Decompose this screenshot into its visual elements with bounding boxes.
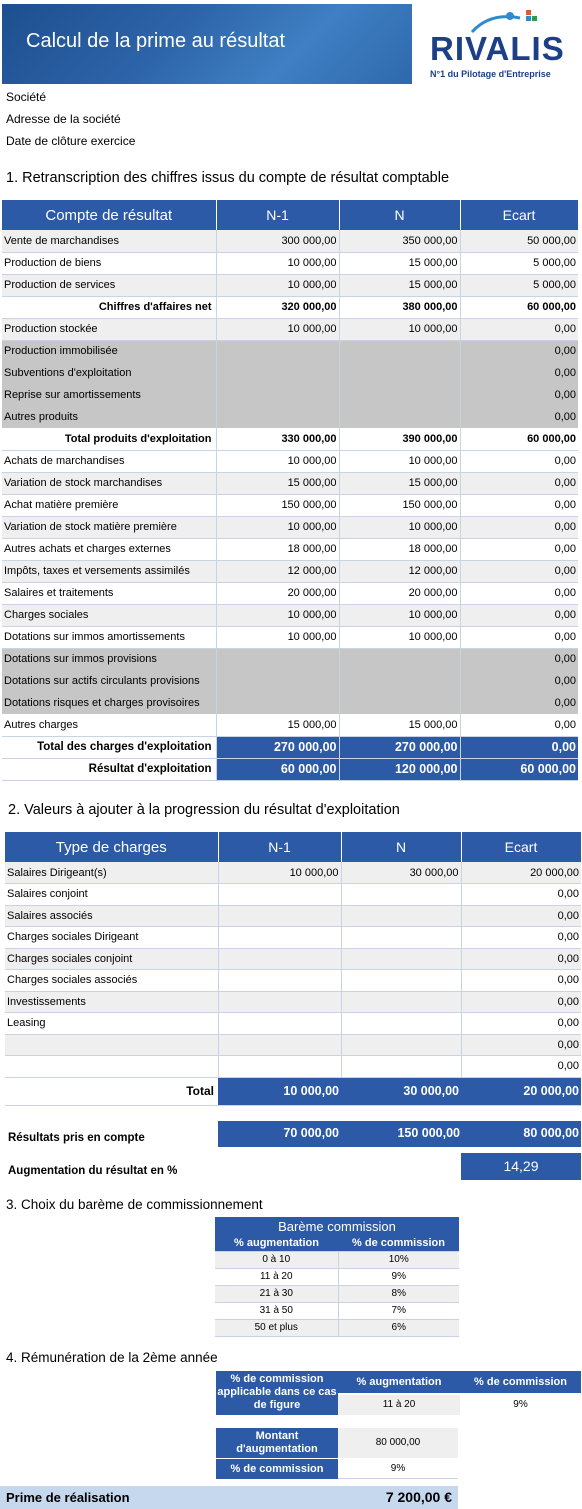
- row-label: [5, 1056, 218, 1078]
- table-row: [2, 318, 578, 340]
- row-n1: [216, 692, 339, 714]
- table-row: [2, 648, 578, 670]
- row-label: Variation de stock marchandises: [2, 472, 216, 494]
- table-row: [5, 927, 581, 949]
- table-row: [2, 758, 578, 780]
- row-label: Production stockée: [2, 318, 216, 340]
- row-label: Production immobilisée: [2, 340, 216, 362]
- section4-title: 4. Rémunération de la 2ème année: [6, 1350, 218, 1365]
- row-label: Vente de marchandises: [2, 230, 216, 252]
- row-label: Charges sociales conjoint: [5, 948, 218, 970]
- row-label: Total des charges d'exploitation: [2, 736, 216, 758]
- row-n: [341, 884, 461, 906]
- row-ecart: 0,00: [460, 340, 578, 362]
- row-ecart: 0,00: [461, 991, 581, 1013]
- row-ecart: 0,00: [460, 560, 578, 582]
- applicable-label: % de commission applicable dans ce cas de figure: [216, 1371, 338, 1415]
- row-n: 30 000,00: [341, 862, 461, 884]
- row-n1: [218, 970, 341, 992]
- row-ecart: 0,00: [460, 736, 578, 758]
- row-ecart: 0,00: [461, 884, 581, 906]
- row-ecart: 60 000,00: [460, 296, 578, 318]
- row-n: 350 000,00: [339, 230, 460, 252]
- row-label: Dotations sur immos amortissements: [2, 626, 216, 648]
- commission-scale-table: [215, 1217, 459, 1337]
- row-label: Autres produits: [2, 406, 216, 428]
- row-n: 18 000,00: [339, 538, 460, 560]
- col-header-type: Type de charges: [5, 832, 218, 862]
- table-row: [5, 884, 581, 906]
- row-ecart: 0,00: [460, 472, 578, 494]
- scale-pct: 10%: [338, 1251, 459, 1268]
- applicable-com-header: % de commission: [460, 1371, 581, 1393]
- section2-title: 2. Valeurs à ajouter à la progression du résultat d'exploitation: [8, 802, 400, 818]
- scale-pct: 8%: [338, 1285, 459, 1302]
- row-ecart: 0,00: [460, 494, 578, 516]
- row-n: 10 000,00: [339, 516, 460, 538]
- row-n1: [218, 884, 341, 906]
- row-ecart: 0,00: [460, 582, 578, 604]
- row-n: 10 000,00: [339, 604, 460, 626]
- row-n1: 10 000,00: [216, 516, 339, 538]
- row-ecart: 60 000,00: [460, 758, 578, 780]
- resultats-n: 150 000,00: [397, 1126, 460, 1140]
- table-row: [5, 1034, 581, 1056]
- row-n: [341, 991, 461, 1013]
- pct-value: 9%: [338, 1459, 458, 1479]
- row-n1: [216, 362, 339, 384]
- table-row: [2, 340, 578, 362]
- applicable-aug-value: 11 à 20: [338, 1395, 460, 1415]
- row-ecart: 5 000,00: [460, 252, 578, 274]
- row-n1: [218, 948, 341, 970]
- table-row: [2, 560, 578, 582]
- scale-range: 0 à 10: [215, 1251, 338, 1268]
- row-n1: [216, 340, 339, 362]
- row-label: Dotations sur actifs circulants provisions: [2, 670, 216, 692]
- row-label: Dotations sur immos provisions: [2, 648, 216, 670]
- row-n: 15 000,00: [339, 252, 460, 274]
- row-label: Leasing: [5, 1013, 218, 1035]
- row-label: Dotations risques et charges provisoires: [2, 692, 216, 714]
- table-row: [2, 604, 578, 626]
- row-n1: [216, 670, 339, 692]
- row-ecart: 0,00: [460, 670, 578, 692]
- scale-range: 50 et plus: [215, 1319, 338, 1336]
- row-n: 10 000,00: [339, 318, 460, 340]
- table-row: [2, 230, 578, 252]
- table-row: [2, 538, 578, 560]
- row-n1: 18 000,00: [216, 538, 339, 560]
- row-n1: [218, 1056, 341, 1078]
- row-n: [339, 648, 460, 670]
- resultats-n1: 70 000,00: [283, 1126, 339, 1140]
- section1-title: 1. Retranscription des chiffres issus du compte de résultat comptable: [6, 170, 450, 186]
- row-n: 390 000,00: [339, 428, 460, 450]
- row-n: [341, 970, 461, 992]
- table-row: [2, 274, 578, 296]
- row-ecart: 0,00: [461, 1034, 581, 1056]
- table-row: [215, 1302, 459, 1319]
- row-ecart: 0,00: [460, 406, 578, 428]
- scale-pct: 6%: [338, 1319, 459, 1336]
- logo-text: RIVALIS: [430, 30, 565, 67]
- row-n: [341, 927, 461, 949]
- row-n1: 15 000,00: [216, 714, 339, 736]
- row-n: [339, 340, 460, 362]
- scale-col-commission: % de commission: [338, 1235, 459, 1251]
- row-ecart: 0,00: [461, 948, 581, 970]
- row-n: 380 000,00: [339, 296, 460, 318]
- scale-range: 21 à 30: [215, 1285, 338, 1302]
- total-n1: 10 000,00: [218, 1077, 341, 1105]
- row-n: [339, 362, 460, 384]
- row-n1: 10 000,00: [216, 604, 339, 626]
- augmentation-label: Augmentation du résultat en %: [8, 1165, 178, 1177]
- row-label: Impôts, taxes et versements assimilés: [2, 560, 216, 582]
- row-ecart: 0,00: [461, 970, 581, 992]
- table-row: [2, 296, 578, 318]
- row-n: 15 000,00: [339, 472, 460, 494]
- row-ecart: 0,00: [460, 362, 578, 384]
- row-ecart: 0,00: [460, 692, 578, 714]
- scale-title: Barème commission: [215, 1217, 459, 1235]
- row-n1: 60 000,00: [216, 758, 339, 780]
- scale-pct: 7%: [338, 1302, 459, 1319]
- row-n: 15 000,00: [339, 714, 460, 736]
- row-n: [339, 670, 460, 692]
- row-label: Chiffres d'affaires net: [2, 296, 216, 318]
- row-n: 20 000,00: [339, 582, 460, 604]
- row-n1: 10 000,00: [216, 626, 339, 648]
- page-title: Calcul de la prime au résultat: [26, 30, 286, 52]
- table-row: [5, 905, 581, 927]
- row-label: Production de services: [2, 274, 216, 296]
- row-n1: [218, 927, 341, 949]
- applicable-com-value: 9%: [513, 1399, 528, 1410]
- row-label: Achat matière première: [2, 494, 216, 516]
- row-n: [339, 406, 460, 428]
- company-name: Société: [6, 90, 47, 104]
- row-ecart: 0,00: [460, 516, 578, 538]
- table-row: [5, 862, 581, 884]
- table-row: [2, 670, 578, 692]
- table-row: [2, 516, 578, 538]
- table-row: [2, 384, 578, 406]
- total-n: 30 000,00: [341, 1077, 461, 1105]
- row-n: 150 000,00: [339, 494, 460, 516]
- row-n1: 10 000,00: [216, 274, 339, 296]
- row-n: 10 000,00: [339, 626, 460, 648]
- row-label: Subventions d'exploitation: [2, 362, 216, 384]
- montant-value: 80 000,00: [338, 1428, 458, 1458]
- row-label: Autres charges: [2, 714, 216, 736]
- table-row: [2, 252, 578, 274]
- row-label: Total produits d'exploitation: [2, 428, 216, 450]
- row-n1: 12 000,00: [216, 560, 339, 582]
- row-n: 270 000,00: [339, 736, 460, 758]
- row-n: [339, 384, 460, 406]
- row-label: Investissements: [5, 991, 218, 1013]
- scale-range: 31 à 50: [215, 1302, 338, 1319]
- row-ecart: 0,00: [460, 626, 578, 648]
- row-n1: 270 000,00: [216, 736, 339, 758]
- row-ecart: 5 000,00: [460, 274, 578, 296]
- row-n1: [216, 384, 339, 406]
- row-n1: 10 000,00: [216, 318, 339, 340]
- row-n: 120 000,00: [339, 758, 460, 780]
- resultats-label: Résultats pris en compte: [8, 1132, 145, 1144]
- table-row: [215, 1319, 459, 1336]
- table-row: [5, 1056, 581, 1078]
- prime-label: Prime de réalisation: [6, 1490, 130, 1505]
- table-row: [2, 582, 578, 604]
- table-row: [215, 1285, 459, 1302]
- table-row: [2, 406, 578, 428]
- row-n1: [216, 648, 339, 670]
- row-label: Reprise sur amortissements: [2, 384, 216, 406]
- row-ecart: 0,00: [460, 714, 578, 736]
- row-ecart: 50 000,00: [460, 230, 578, 252]
- scale-col-augmentation: % augmentation: [215, 1235, 338, 1251]
- row-ecart: 0,00: [460, 648, 578, 670]
- table-row: [5, 1013, 581, 1035]
- row-n: [341, 1013, 461, 1035]
- row-n1: 10 000,00: [216, 450, 339, 472]
- row-label: Salaires et traitements: [2, 582, 216, 604]
- row-ecart: 0,00: [460, 384, 578, 406]
- montant-label: Montant d'augmentation: [216, 1428, 338, 1458]
- applicable-aug-header: % augmentation: [338, 1371, 460, 1393]
- row-n1: 15 000,00: [216, 472, 339, 494]
- scale-range: 11 à 20: [215, 1268, 338, 1285]
- table-row: [2, 626, 578, 648]
- table-row: [5, 948, 581, 970]
- row-n1: 150 000,00: [216, 494, 339, 516]
- table-row: [2, 362, 578, 384]
- row-label: [5, 1034, 218, 1056]
- row-ecart: 0,00: [460, 318, 578, 340]
- prime-value: 7 200,00 €: [385, 1489, 452, 1505]
- row-ecart: 0,00: [460, 538, 578, 560]
- table-row: [5, 970, 581, 992]
- row-n: 12 000,00: [339, 560, 460, 582]
- table-row: [2, 450, 578, 472]
- row-n: [341, 1034, 461, 1056]
- row-label: Salaires Dirigeant(s): [5, 862, 218, 884]
- pct-label: % de commission: [216, 1459, 338, 1479]
- row-ecart: 0,00: [461, 905, 581, 927]
- section3-title: 3. Choix du barème de commissionnement: [6, 1197, 263, 1212]
- augmentation-value: 14,29: [461, 1153, 581, 1180]
- row-n1: 330 000,00: [216, 428, 339, 450]
- row-n1: [218, 1013, 341, 1035]
- total-row: [5, 1077, 581, 1105]
- charges-table: [5, 832, 582, 1106]
- table-row: [215, 1268, 459, 1285]
- row-n: [341, 1056, 461, 1078]
- row-ecart: 20 000,00: [461, 862, 581, 884]
- col-header-n: N: [341, 832, 461, 862]
- table-row: [2, 736, 578, 758]
- row-ecart: 0,00: [460, 604, 578, 626]
- table-row: [2, 692, 578, 714]
- total-ecart: 20 000,00: [461, 1077, 581, 1105]
- row-label: Autres achats et charges externes: [2, 538, 216, 560]
- row-ecart: 0,00: [461, 927, 581, 949]
- row-label: Salaires conjoint: [5, 884, 218, 906]
- table-row: [2, 428, 578, 450]
- row-ecart: 0,00: [460, 450, 578, 472]
- row-label: Production de biens: [2, 252, 216, 274]
- row-label: Salaires associés: [5, 905, 218, 927]
- row-label: Charges sociales: [2, 604, 216, 626]
- row-n1: [216, 406, 339, 428]
- row-n1: 10 000,00: [216, 252, 339, 274]
- table-row: [5, 991, 581, 1013]
- col-header-n1: N-1: [216, 200, 339, 230]
- row-n1: 20 000,00: [216, 582, 339, 604]
- row-n: 10 000,00: [339, 450, 460, 472]
- row-label: Résultat d'exploitation: [2, 758, 216, 780]
- row-label: Charges sociales associés: [5, 970, 218, 992]
- col-header-ecart: Ecart: [460, 200, 578, 230]
- row-ecart: 0,00: [461, 1013, 581, 1035]
- row-n: [341, 905, 461, 927]
- table-row: [215, 1251, 459, 1268]
- row-n: [339, 692, 460, 714]
- row-label: Charges sociales Dirigeant: [5, 927, 218, 949]
- logo-tagline: N°1 du Pilotage d'Entreprise: [430, 69, 551, 79]
- row-n: [341, 948, 461, 970]
- row-n1: [218, 905, 341, 927]
- company-address: Adresse de la société: [6, 112, 121, 126]
- col-header-n1: N-1: [218, 832, 341, 862]
- row-n: 15 000,00: [339, 274, 460, 296]
- table-row: [2, 472, 578, 494]
- total-label: Total: [5, 1077, 218, 1105]
- resultats-ecart: 80 000,00: [523, 1126, 579, 1140]
- row-n1: 300 000,00: [216, 230, 339, 252]
- row-n1: [218, 1034, 341, 1056]
- row-n1: [218, 991, 341, 1013]
- col-header-n: N: [339, 200, 460, 230]
- row-n1: 10 000,00: [218, 862, 341, 884]
- row-ecart: 0,00: [461, 1056, 581, 1078]
- closing-date: Date de clôture exercice: [6, 134, 136, 148]
- table-row: [2, 714, 578, 736]
- scale-pct: 9%: [338, 1268, 459, 1285]
- row-ecart: 60 000,00: [460, 428, 578, 450]
- income-statement-table: [2, 200, 579, 781]
- row-n1: 320 000,00: [216, 296, 339, 318]
- col-header-ecart: Ecart: [461, 832, 581, 862]
- table-row: [2, 494, 578, 516]
- row-label: Achats de marchandises: [2, 450, 216, 472]
- row-label: Variation de stock matière première: [2, 516, 216, 538]
- col-header-compte: Compte de résultat: [2, 200, 216, 230]
